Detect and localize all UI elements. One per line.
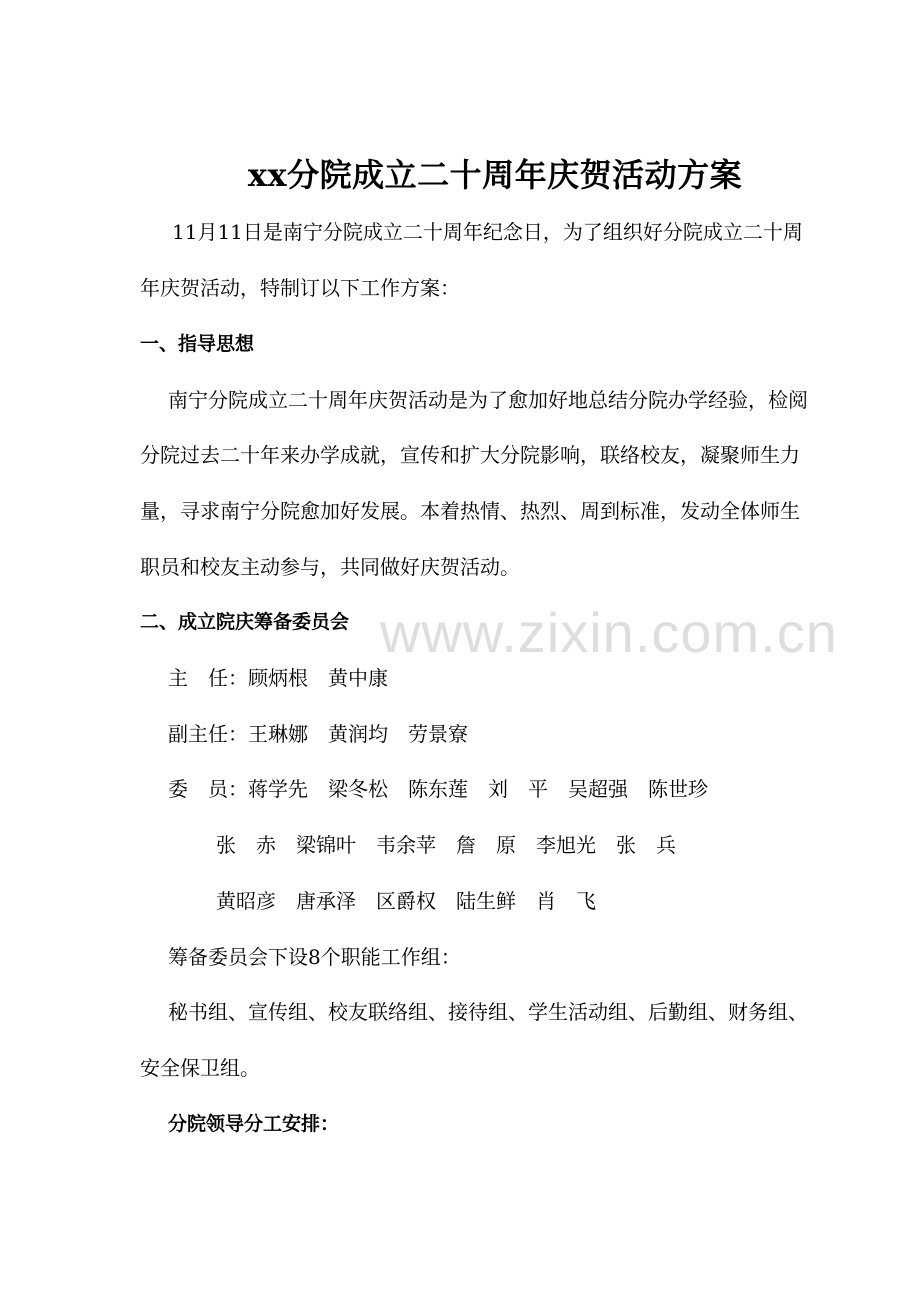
leaders-heading: 分院领导分工安排： <box>168 1113 340 1135</box>
section2-heading: 二、成立院庆筹备委员会 <box>140 611 350 633</box>
members-line-2: 张 赤 梁锦叶 韦余苹 詹 原 李旭光 张 兵 <box>216 833 676 857</box>
section1-line-4: 职员和校友主动参与，共同做好庆贺活动。 <box>140 555 520 579</box>
watermark: www.zixin.com.cn <box>380 601 838 664</box>
groups-line-2: 安全保卫组。 <box>140 1056 260 1080</box>
members-line-1: 委 员：蒋学先 梁冬松 陈东莲 刘 平 吴超强 陈世珍 <box>168 777 708 801</box>
section1-line-3: 量，寻求南宁分院愈加好发展。本着热情、热烈、周到标准，发动全体师生 <box>140 499 800 523</box>
intro-line-1: 11月11日是南宁分院成立二十周年纪念日，为了组织好分院成立二十周 <box>172 220 803 244</box>
section1-heading: 一、指导思想 <box>140 333 255 355</box>
deputy-line: 副主任：王琳娜 黄润均 劳景寮 <box>168 722 468 746</box>
intro-line-2: 年庆贺活动，特制订以下工作方案： <box>140 276 460 300</box>
groups-line-1: 秘书组、宣传组、校友联络组、接待组、学生活动组、后勤组、财务组、 <box>168 1000 808 1024</box>
director-line: 主 任：顾炳根 黄中康 <box>168 666 388 690</box>
section1-line-2: 分院过去二十年来办学成就，宣传和扩大分院影响，联络校友，凝聚师生力 <box>140 443 800 467</box>
groups-intro: 筹备委员会下设8个职能工作组： <box>168 945 461 969</box>
members-line-3: 黄昭彦 唐承泽 区爵权 陆生鲜 肖 飞 <box>216 889 596 913</box>
section1-line-1: 南宁分院成立二十周年庆贺活动是为了愈加好地总结分院办学经验，检阅 <box>168 388 808 412</box>
document-title: xx分院成立二十周年庆贺活动方案 <box>247 156 743 194</box>
